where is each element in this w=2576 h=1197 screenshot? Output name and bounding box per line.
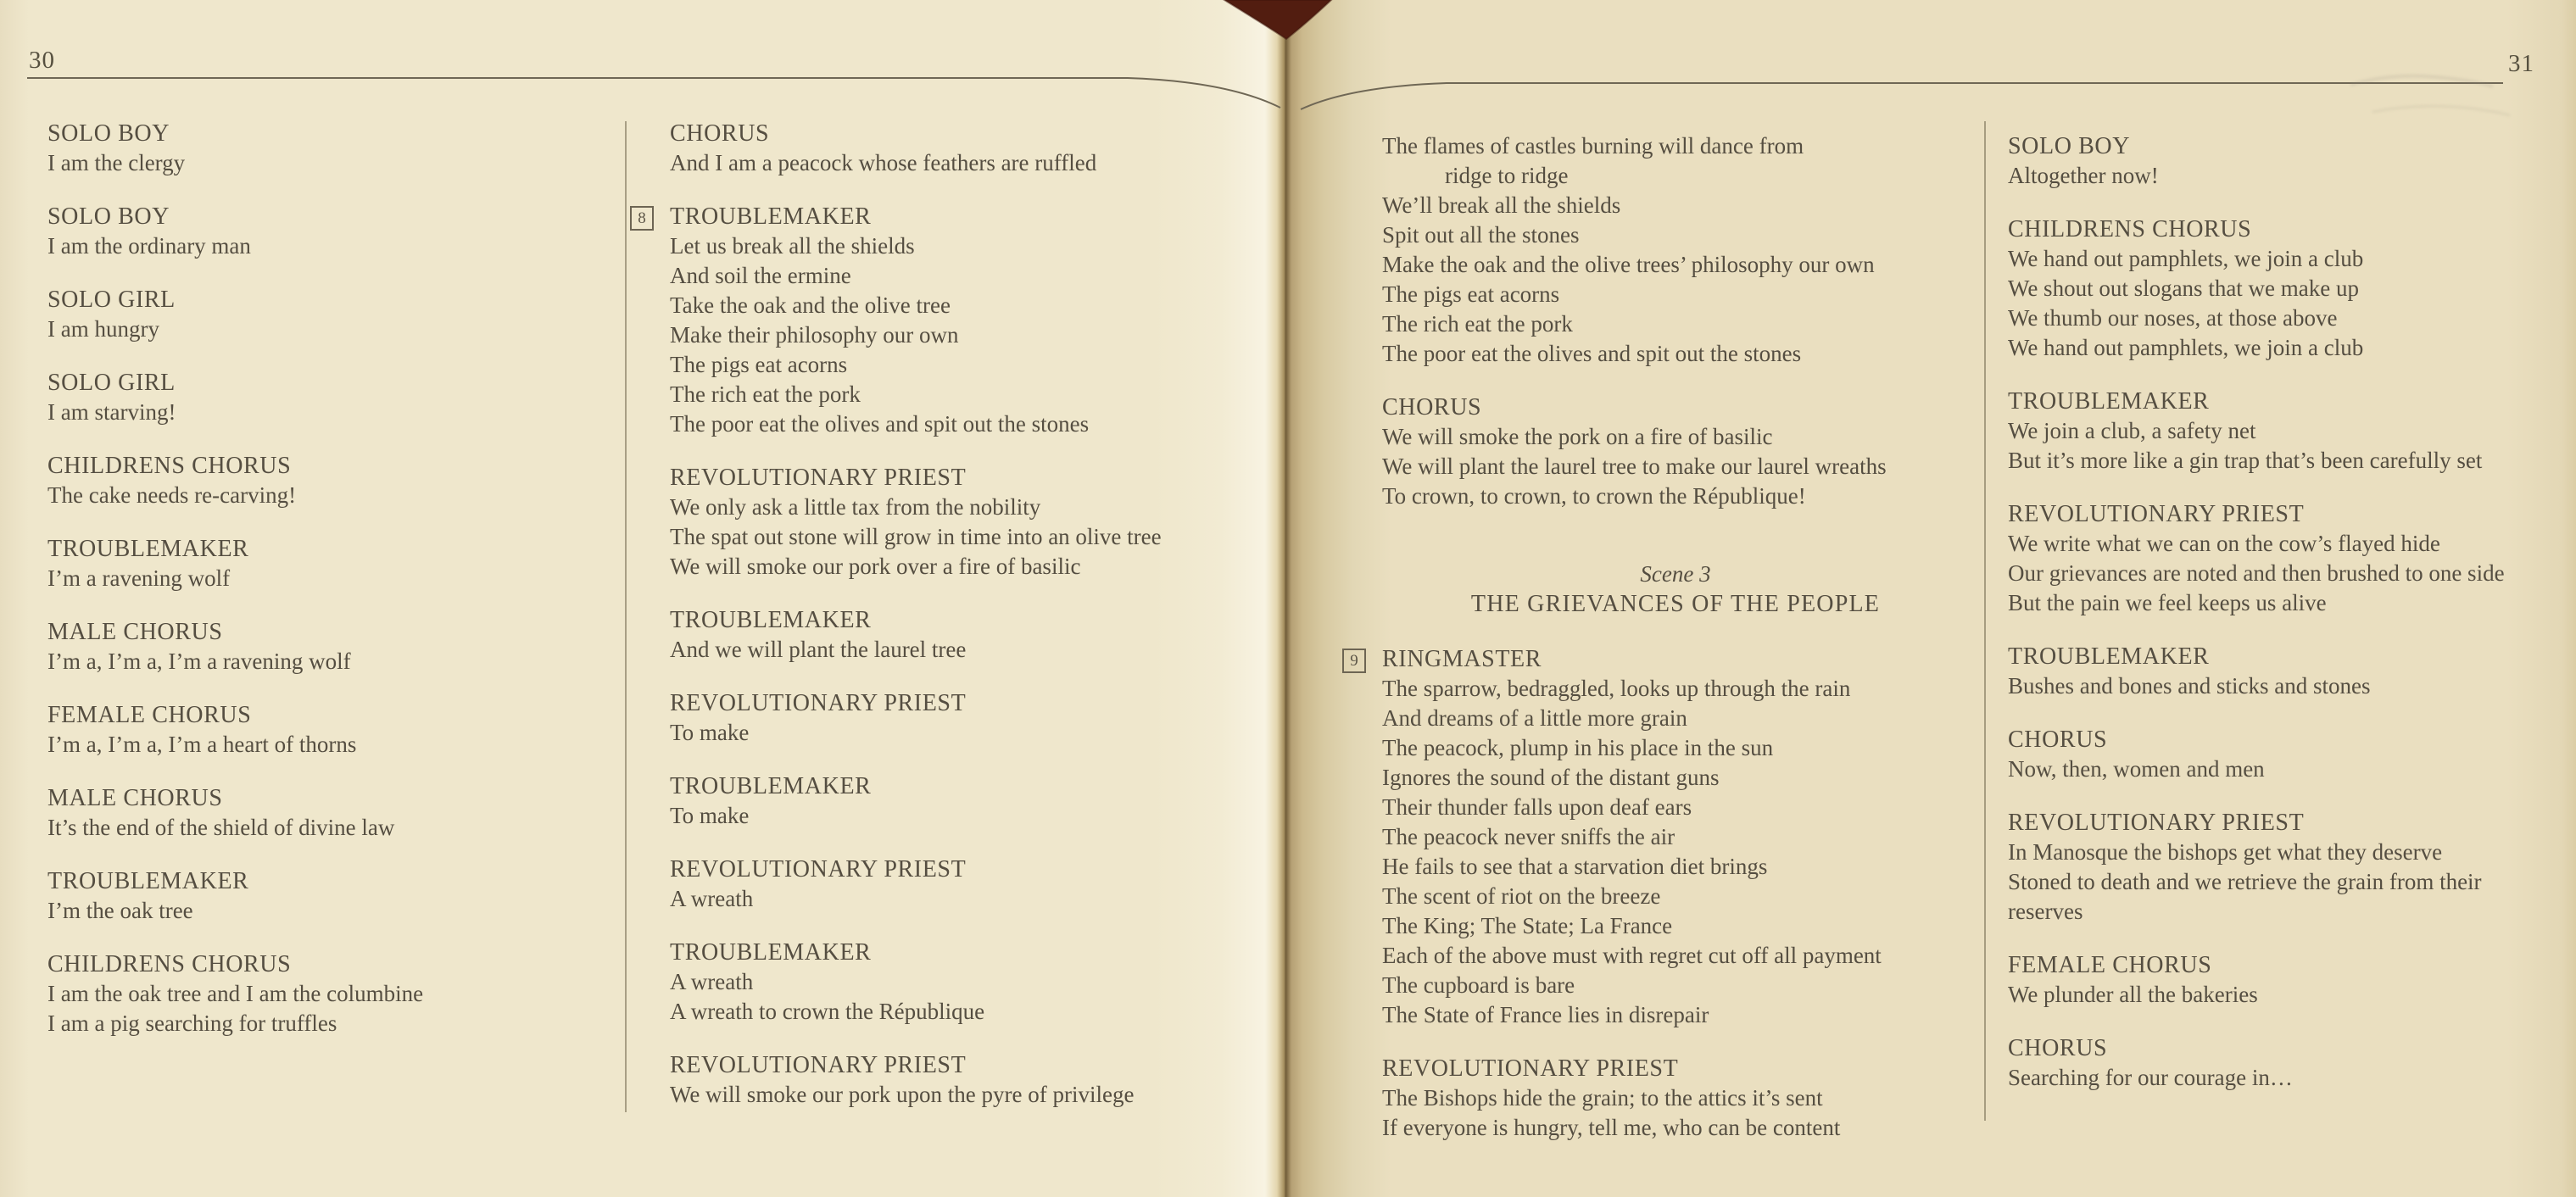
page-number: 30 xyxy=(29,47,55,74)
lyric-block xyxy=(47,700,614,760)
scene-heading xyxy=(1382,560,1969,619)
lyric-block xyxy=(47,285,614,344)
lyric-line: We shout out slogans that we make up xyxy=(2008,276,2360,301)
lyric-line: Bushes and bones and sticks and stones xyxy=(2008,673,2371,699)
lyric-line: I’m a ravening wolf xyxy=(47,565,231,591)
lyric-line: The poor eat the olives and spit out the stones xyxy=(670,411,1090,437)
lyrics-column-4 xyxy=(2008,131,2563,1116)
lyric-line: Now, then, women and men xyxy=(2008,756,2265,782)
lyric-line: To make xyxy=(670,720,750,745)
lyric-block xyxy=(2008,131,2563,191)
lyric-line: Each of the above must with regret cut off all payment xyxy=(1382,943,1882,968)
lyric-block xyxy=(2008,1033,2563,1093)
speaker-name: SOLO GIRL xyxy=(47,287,176,313)
speaker-name: TROUBLEMAKER xyxy=(670,939,872,966)
lyric-line: We will plant the laurel tree to make our laurel wreaths xyxy=(1382,454,1887,479)
lyric-line: The pigs eat acorns xyxy=(670,352,848,377)
lyric-line: A wreath xyxy=(670,969,754,994)
lyric-line: The scent of riot on the breeze xyxy=(1382,883,1661,909)
lyric-block xyxy=(47,534,614,593)
speaker-name: SOLO GIRL xyxy=(47,370,176,396)
lyric-line: The peacock, plump in his place in the sun xyxy=(1382,735,1774,760)
lyric-line: I am starving! xyxy=(47,399,176,425)
lyric-block xyxy=(47,617,614,676)
lyric-block xyxy=(2008,725,2563,784)
lyric-line: We’ll break all the shields xyxy=(1382,192,1621,218)
lyric-block xyxy=(670,938,1255,1027)
speaker-name: TROUBLEMAKER xyxy=(670,607,872,633)
lyric-line: I’m a, I’m a, I’m a heart of thorns xyxy=(47,732,357,757)
lyric-line: To crown, to crown, to crown the République! xyxy=(1382,483,1806,509)
lyric-line: I am the clergy xyxy=(47,150,186,175)
lyric-line: Make their philosophy our own xyxy=(670,322,959,348)
speaker-name: TROUBLEMAKER xyxy=(47,868,249,894)
lyric-line: The State of France lies in disrepair xyxy=(1382,1002,1709,1027)
lyric-line: We will smoke the pork on a fire of basilic xyxy=(1382,424,1773,449)
lyric-block xyxy=(670,1050,1255,1110)
lyric-block xyxy=(670,605,1255,665)
speaker-name: TROUBLEMAKER xyxy=(2008,388,2210,415)
lyrics-column-1 xyxy=(47,119,614,1062)
speaker-name: REVOLUTIONARY PRIEST xyxy=(670,856,967,882)
lyric-line: We join a club, a safety net xyxy=(2008,418,2256,443)
lyric-line: We thumb our noses, at those above xyxy=(2008,305,2338,331)
lyric-line: Take the oak and the olive tree xyxy=(670,292,951,318)
track-number-badge: 9 xyxy=(1342,649,1366,673)
speaker-name: MALE CHORUS xyxy=(47,619,223,645)
lyric-line: I am the ordinary man xyxy=(47,233,251,259)
speaker-name: TROUBLEMAKER xyxy=(2008,643,2210,670)
speaker-name: TROUBLEMAKER 8 xyxy=(670,202,1255,231)
speaker-name: REVOLUTIONARY PRIEST xyxy=(1382,1055,1679,1082)
speaker-name: TROUBLEMAKER xyxy=(670,773,872,799)
lyric-block xyxy=(2008,214,2563,363)
lyric-line: If everyone is hungry, tell me, who can be content xyxy=(1382,1115,1841,1140)
lyric-line: The spat out stone will grow in time into an olive tree xyxy=(670,524,1162,549)
lyric-line: Their thunder falls upon deaf ears xyxy=(1382,794,1692,820)
lyric-line: Spit out all the stones xyxy=(1382,222,1580,248)
lyric-block xyxy=(670,463,1255,582)
lyric-block xyxy=(47,783,614,843)
lyric-block xyxy=(47,451,614,510)
lyric-block xyxy=(47,119,614,178)
lyric-line: And we will plant the laurel tree xyxy=(670,637,967,662)
speaker-name: FEMALE CHORUS xyxy=(47,702,252,728)
lyric-block xyxy=(2008,808,2563,927)
speaker-name: SOLO BOY xyxy=(47,120,170,147)
speaker-name: CHORUS xyxy=(2008,727,2108,753)
lyric-line: A wreath to crown the République xyxy=(670,999,985,1024)
lyric-line: We will smoke our pork upon the pyre of privilege xyxy=(670,1082,1135,1107)
lyric-block xyxy=(1350,644,1969,1030)
speaker-name: CHILDRENS CHORUS xyxy=(2008,216,2252,242)
scene-title: THE GRIEVANCES OF THE PEOPLE xyxy=(1470,591,1881,617)
lyric-line: Let us break all the shields xyxy=(670,233,915,259)
lyric-line: We hand out pamphlets, we join a club xyxy=(2008,335,2364,360)
lyric-line: Searching for our courage in… xyxy=(2008,1065,2293,1090)
lyric-line: The flames of castles burning will dance from xyxy=(1382,133,1804,159)
lyric-line: We hand out pamphlets, we join a club xyxy=(2008,246,2364,271)
lyric-line: And soil the ermine xyxy=(670,263,851,288)
lyric-block xyxy=(47,949,614,1038)
lyric-line: The sparrow, bedraggled, looks up through the rain xyxy=(1382,676,1851,701)
lyrics-column-3 xyxy=(1350,131,1969,1166)
lyric-line: I am hungry xyxy=(47,316,159,342)
lyric-block xyxy=(670,688,1255,748)
speaker-name: REVOLUTIONARY PRIEST xyxy=(670,690,967,716)
lyric-line: We plunder all the bakeries xyxy=(2008,982,2258,1007)
lyric-line: The poor eat the olives and spit out the stones xyxy=(1382,341,1802,366)
speaker-name: RINGMASTER 9 xyxy=(1382,644,1969,674)
lyric-block xyxy=(47,866,614,926)
lyric-line: reserves xyxy=(2008,899,2083,924)
speaker-name: REVOLUTIONARY PRIEST xyxy=(670,1052,967,1078)
speaker-name: SOLO BOY xyxy=(2008,133,2131,159)
lyric-block xyxy=(1382,393,1969,511)
lyric-block xyxy=(2008,950,2563,1010)
lyric-line: The pigs eat acorns xyxy=(1382,281,1560,307)
speaker-name: FEMALE CHORUS xyxy=(2008,952,2212,978)
scene-label: Scene 3 xyxy=(1640,561,1711,587)
lyric-line: We will smoke our pork over a fire of basilic xyxy=(670,554,1081,579)
lyric-line: I am the oak tree and I am the columbine xyxy=(47,981,424,1006)
speaker-name: REVOLUTIONARY PRIEST xyxy=(2008,810,2305,836)
lyric-block xyxy=(2008,642,2563,701)
lyric-line: Altogether now! xyxy=(2008,163,2159,188)
speaker-name: CHILDRENS CHORUS xyxy=(47,951,292,977)
lyric-line: And I am a peacock whose feathers are ruffled xyxy=(670,150,1097,175)
lyric-block xyxy=(1382,131,1969,369)
lyric-block xyxy=(2008,387,2563,476)
speaker-name: TROUBLEMAKER xyxy=(47,536,249,562)
lyric-block xyxy=(638,202,1255,439)
lyric-line: Make the oak and the olive trees’ philosophy our own xyxy=(1382,252,1875,277)
lyric-line: The cake needs re-carving! xyxy=(47,482,297,508)
lyric-line: The rich eat the pork xyxy=(670,381,861,407)
lyric-block xyxy=(2008,499,2563,618)
lyric-line: But it’s more like a gin trap that’s been carefully set xyxy=(2008,448,2483,473)
lyric-line: To make xyxy=(670,803,750,828)
lyric-line: We only ask a little tax from the nobility xyxy=(670,494,1041,520)
page-number: 31 xyxy=(2508,50,2534,77)
lyric-line: The Bishops hide the grain; to the attics it’s sent xyxy=(1382,1085,1823,1111)
lyric-line: ridge to ridge xyxy=(1445,163,1569,188)
lyric-line: The cupboard is bare xyxy=(1382,972,1575,998)
lyric-block xyxy=(670,855,1255,914)
lyric-line: In Manosque the bishops get what they deserve xyxy=(2008,839,2443,865)
lyric-line: The King; The State; La France xyxy=(1382,913,1673,938)
lyric-line: A wreath xyxy=(670,886,754,911)
speaker-name: MALE CHORUS xyxy=(47,785,223,811)
lyrics-column-2 xyxy=(638,119,1255,1133)
lyric-block xyxy=(1382,1054,1969,1143)
lyric-line: Our grievances are noted and then brushed to one side xyxy=(2008,560,2505,586)
lyric-block xyxy=(670,771,1255,831)
lyric-line: We write what we can on the cow’s flayed hide xyxy=(2008,531,2440,556)
speaker-name: REVOLUTIONARY PRIEST xyxy=(2008,501,2305,527)
lyric-line: And dreams of a little more grain xyxy=(1382,705,1687,731)
lyric-line: It’s the end of the shield of divine law xyxy=(47,815,395,840)
speaker-name: REVOLUTIONARY PRIEST xyxy=(670,465,967,491)
speaker-name: SOLO BOY xyxy=(47,203,170,230)
lyric-line: The peacock never sniffs the air xyxy=(1382,824,1676,849)
lyric-line: I am a pig searching for truffles xyxy=(47,1010,337,1036)
lyric-block xyxy=(670,119,1255,178)
lyric-block xyxy=(47,368,614,427)
speaker-name: CHORUS xyxy=(2008,1035,2108,1061)
lyric-line: He fails to see that a starvation diet brings xyxy=(1382,854,1768,879)
lyric-line: But the pain we feel keeps us alive xyxy=(2008,590,2327,615)
speaker-name: CHILDRENS CHORUS xyxy=(47,453,292,479)
lyric-line: Ignores the sound of the distant guns xyxy=(1382,765,1720,790)
speaker-name: CHORUS xyxy=(1382,394,1482,420)
lyric-line: I’m the oak tree xyxy=(47,898,193,923)
lyric-line: The rich eat the pork xyxy=(1382,311,1573,337)
track-number-badge: 8 xyxy=(630,206,654,231)
lyric-block xyxy=(47,202,614,261)
lyric-line: Stoned to death and we retrieve the grain from their xyxy=(2008,869,2482,894)
speaker-name: CHORUS xyxy=(670,120,770,147)
lyric-line: I’m a, I’m a, I’m a ravening wolf xyxy=(47,649,351,674)
